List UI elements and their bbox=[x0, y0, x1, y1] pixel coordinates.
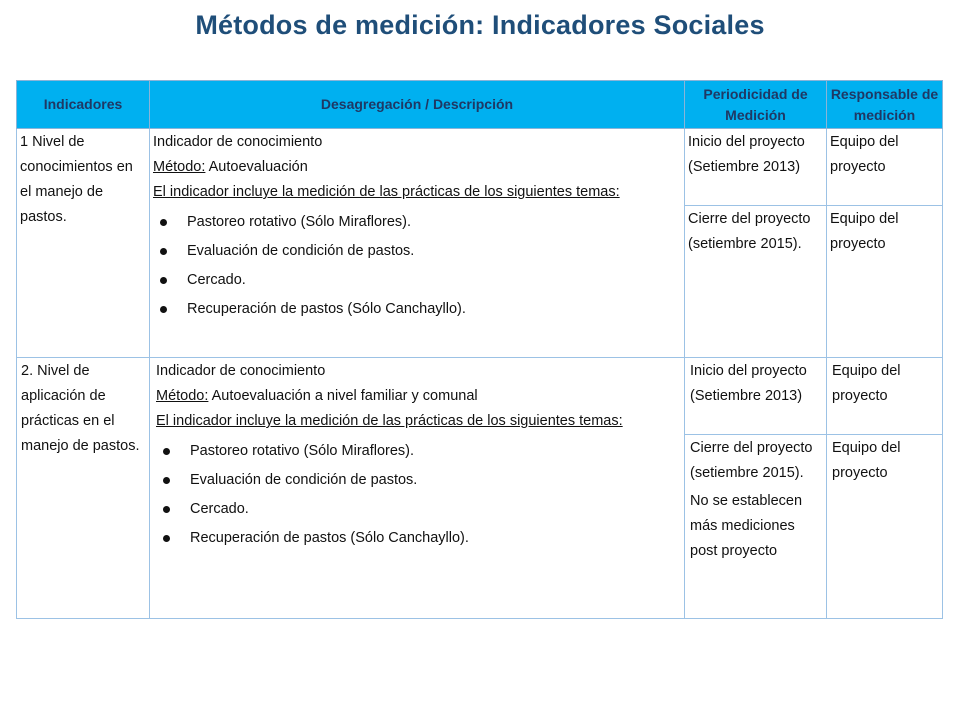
period-cell: Cierre del proyecto (setiembre 2015). bbox=[685, 206, 827, 358]
table-header-row bbox=[17, 81, 943, 129]
responsible-cell: Equipo del proyecto bbox=[827, 129, 943, 206]
responsible-cell: Equipo del proyecto bbox=[827, 435, 943, 619]
list-item: Evaluación de condición de pastos. bbox=[153, 237, 681, 266]
method-line bbox=[153, 155, 681, 180]
indicators-table bbox=[16, 80, 943, 619]
table-row bbox=[17, 129, 943, 206]
responsible-cell: Equipo del proyecto bbox=[827, 206, 943, 358]
topic-list bbox=[153, 208, 681, 324]
indicator-cell: 1 Nivel de conocimientos en el manejo de pastos. bbox=[17, 129, 150, 358]
topic-list bbox=[156, 437, 681, 553]
table-row bbox=[17, 358, 943, 435]
method-value: Autoevaluación bbox=[205, 159, 308, 175]
description-title: Indicador de conocimiento bbox=[153, 134, 323, 150]
list-item: Evaluación de condición de pastos. bbox=[156, 466, 681, 495]
period-cell bbox=[685, 435, 827, 619]
description-cell bbox=[150, 129, 685, 358]
includes-text: El indicador incluye la medición de las prácticas de los siguientes temas: bbox=[156, 413, 623, 429]
method-label: Método: bbox=[156, 388, 209, 404]
header-periodicidad: Periodicidad de Medición bbox=[685, 81, 827, 129]
method-value: Autoevaluación a nivel familiar y comunal bbox=[208, 388, 478, 404]
period-cell: Inicio del proyecto (Setiembre 2013) bbox=[685, 129, 827, 206]
list-item: Cercado. bbox=[156, 495, 681, 524]
method-label: Método: bbox=[153, 159, 206, 175]
responsible-cell: Equipo del proyecto bbox=[827, 358, 943, 435]
list-item: Recuperación de pastos (Sólo Canchayllo). bbox=[156, 524, 681, 553]
header-desagregacion: Desagregación / Descripción bbox=[150, 81, 685, 129]
header-indicadores: Indicadores bbox=[17, 81, 150, 129]
description-title: Indicador de conocimiento bbox=[156, 363, 326, 379]
description-cell bbox=[150, 358, 685, 619]
period-cell: Inicio del proyecto (Setiembre 2013) bbox=[685, 358, 827, 435]
header-responsable: Responsable de medición bbox=[827, 81, 943, 129]
list-item: Recuperación de pastos (Sólo Canchayllo). bbox=[153, 295, 681, 324]
page-title: Métodos de medición: Indicadores Sociales bbox=[195, 10, 765, 40]
method-line bbox=[156, 384, 681, 409]
list-item: Cercado. bbox=[153, 266, 681, 295]
includes-text: El indicador incluye la medición de las prácticas de los siguientes temas: bbox=[153, 184, 620, 200]
period-note: No se establecen más mediciones post proyecto bbox=[690, 493, 803, 559]
period-text: Cierre del proyecto (setiembre 2015). bbox=[690, 440, 813, 481]
list-item: Pastoreo rotativo (Sólo Miraflores). bbox=[153, 208, 681, 237]
indicator-cell: 2. Nivel de aplicación de prácticas en el manejo de pastos. bbox=[17, 358, 150, 619]
list-item: Pastoreo rotativo (Sólo Miraflores). bbox=[156, 437, 681, 466]
